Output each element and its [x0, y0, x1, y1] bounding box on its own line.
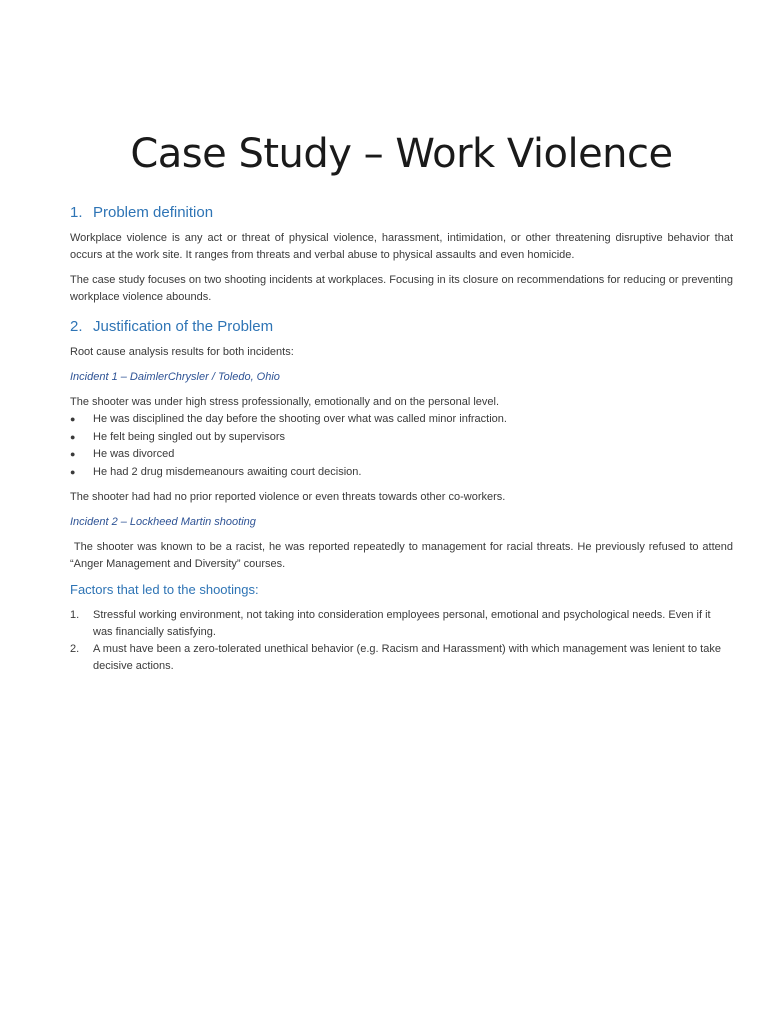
factors-list — [70, 607, 733, 674]
incident-1-title: Incident 1 – DaimlerChrysler / Toledo, Ohio — [70, 371, 280, 383]
section-title: Justification of the Problem — [93, 318, 274, 335]
document-content — [70, 128, 737, 675]
list-number: 2. — [70, 643, 80, 655]
section-title: Problem definition — [93, 204, 214, 221]
document-title: Case Study – Work Violence — [130, 131, 673, 177]
incident-2-title: Incident 2 – Lockheed Martin shooting — [70, 516, 256, 528]
section-heading-problem-definition — [70, 204, 733, 222]
section-number: 2. — [70, 318, 83, 335]
bullet-icon: ● — [70, 449, 76, 459]
paragraph: The shooter had had no prior reported violence or even threats towards other co-workers. — [70, 491, 506, 503]
list-number: 1. — [70, 609, 80, 621]
list-item — [70, 411, 733, 429]
paragraph: The shooter was known to be a racist, he was reported repeatedly to management for racial threats. He previously refused to attend “Anger Management and Diversity” courses. — [70, 541, 737, 570]
list-item-text: He was disciplined the day before the shooting over what was called minor infraction. — [93, 413, 507, 425]
section-heading-justification — [70, 318, 733, 336]
list-item — [70, 607, 733, 640]
bullet-list — [70, 411, 733, 481]
list-item — [70, 464, 733, 482]
list-item — [70, 429, 733, 447]
list-item-text: Stressful working environment, not taking into consideration employees personal, emotional and psychological needs. Even if it was financially satisfying. — [93, 609, 711, 638]
paragraph: Workplace violence is any act or threat of physical violence, harassment, intimidation, or other threatening disruptive behavior that occurs at the work site. It ranges from threats and verbal abuse to physical assaults and even homicide. — [70, 232, 733, 261]
list-item-text: He was divorced — [93, 448, 175, 460]
factors-heading: Factors that led to the shootings: — [70, 582, 259, 597]
list-item-text: He felt being singled out by supervisors — [93, 430, 285, 443]
bullet-icon: ● — [70, 414, 76, 424]
list-item-text: A must have been a zero-tolerated unethical behavior (e.g. Racism and Harassment) with which management was lenient to take decisive actions. — [93, 643, 721, 672]
bullet-icon: ● — [70, 466, 76, 477]
paragraph: Root cause analysis results for both incidents: — [70, 346, 294, 358]
list-item — [70, 446, 733, 464]
section-number: 1. — [70, 204, 83, 221]
list-item-text: He had 2 drug misdemeanours awaiting court decision. — [93, 465, 362, 478]
paragraph: The shooter was under high stress professionally, emotionally and on the personal level. — [70, 396, 500, 408]
paragraph: The case study focuses on two shooting incidents at workplaces. Focusing in its closure on recommendations for reducing or preventing workplace violence abounds. — [70, 274, 733, 303]
bullet-icon: ● — [70, 431, 76, 442]
list-item — [70, 641, 733, 674]
